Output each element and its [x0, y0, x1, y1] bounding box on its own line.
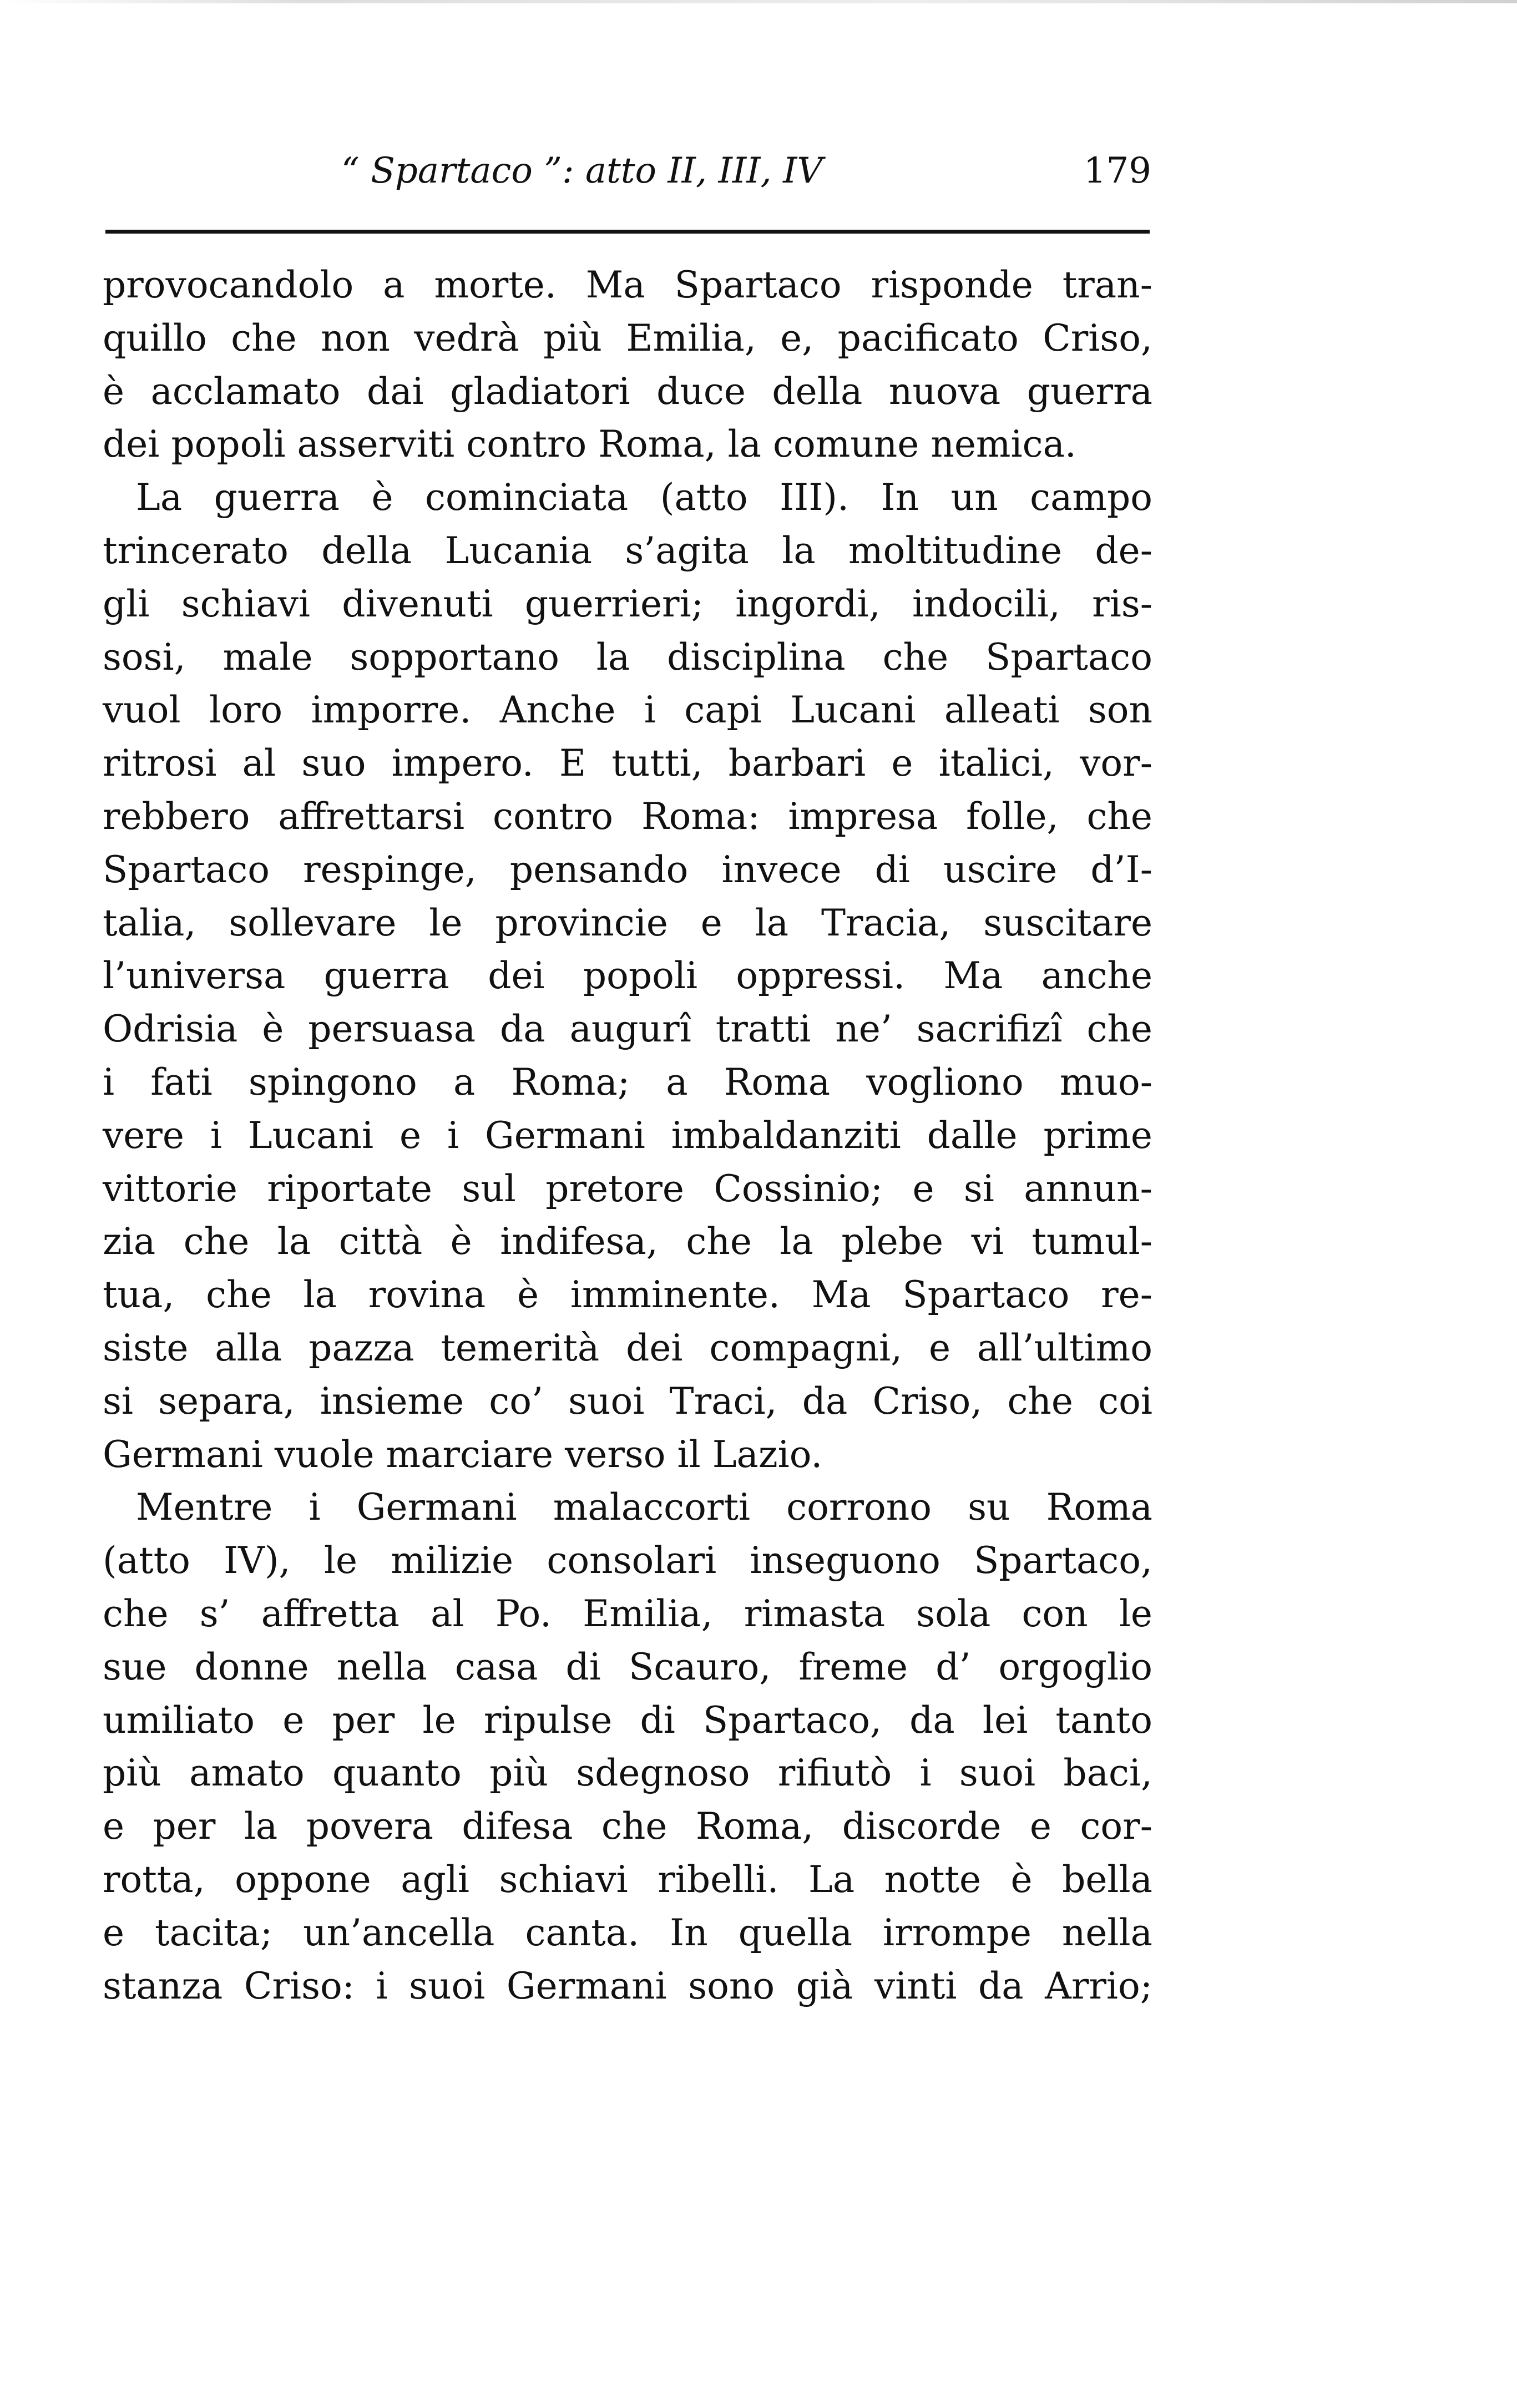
text-line: rotta, oppone agli schiavi ribelli. La notte è bella	[103, 1858, 1152, 1901]
text-line: l’universa guerra dei popoli oppressi. Ma anche	[103, 954, 1152, 998]
text-line: tua, che la rovina è imminente. Ma Spartaco re-	[103, 1273, 1152, 1317]
text-line: zia che la città è indifesa, che la plebe vi tumul-	[103, 1220, 1152, 1263]
text-line: che s’ affretta al Po. Emilia, rimasta sola con le	[103, 1592, 1152, 1635]
text-line: provocandolo a morte. Ma Spartaco risponde tran-	[103, 264, 1152, 306]
text-line: talia, sollevare le provincie e la Tracia, suscitare	[103, 901, 1152, 944]
text-line: umiliato e per le ripulse di Spartaco, da lei tanto	[103, 1698, 1152, 1742]
text-line: e per la povera difesa che Roma, discorde e cor-	[103, 1805, 1152, 1848]
text-line: Odrisia è persuasa da augurî tratti ne’ sacrifizî che	[103, 1008, 1152, 1051]
text-line: gli schiavi divenuti guerrieri; ingordi, indocili, ris-	[103, 582, 1152, 625]
text-line: (atto IV), le milizie consolari inseguono Spartaco,	[103, 1539, 1152, 1582]
text-line: Spartaco respinge, pensando invece di uscire d’I-	[103, 848, 1152, 891]
text-line: sue donne nella casa di Scauro, freme d’ orgoglio	[103, 1645, 1152, 1688]
running-head: “ Spartaco ”: atto II, III, IV	[341, 150, 823, 191]
text-line: ritrosi al suo impero. E tutti, barbari e italici, vor-	[103, 742, 1152, 785]
text-line: sosi, male sopportano la disciplina che Spartaco	[103, 635, 1152, 679]
text-line: La guerra è cominciata (atto III). In un campo	[136, 476, 1152, 519]
text-line: più amato quanto più sdegnoso rifiutò i suoi baci,	[103, 1752, 1152, 1795]
text-line: si separa, insieme co’ suoi Traci, da Criso, che coi	[103, 1379, 1152, 1423]
text-line: dei popoli asserviti contro Roma, la comune nemica.	[103, 423, 1076, 466]
text-line: Germani vuole marciare verso il Lazio.	[103, 1433, 823, 1476]
text-line: vuol loro imporre. Anche i capi Lucani alleati son	[103, 689, 1152, 732]
header-rule	[105, 230, 1150, 234]
text-line: Mentre i Germani malaccorti corrono su Roma	[136, 1486, 1152, 1529]
body-text	[103, 259, 1152, 2012]
page-number: 179	[1083, 150, 1151, 191]
text-line: rebbero affrettarsi contro Roma: impresa folle, che	[103, 795, 1152, 838]
text-line: e tacita; un’ancella canta. In quella irrompe nella	[103, 1911, 1152, 1954]
text-line: trincerato della Lucania s’agita la moltitudine de-	[103, 529, 1152, 572]
text-line: stanza Criso: i suoi Germani sono già vinti da Arrio;	[103, 1964, 1152, 2007]
text-line: vere i Lucani e i Germani imbaldanziti dalle prime	[103, 1114, 1152, 1157]
text-line: è acclamato dai gladiatori duce della nuova guerra	[103, 370, 1152, 413]
page-header	[108, 149, 1151, 193]
text-line: i fati spingono a Roma; a Roma vogliono muo-	[103, 1060, 1152, 1104]
text-line: quillo che non vedrà più Emilia, e, pacificato Criso,	[103, 316, 1152, 360]
text-line: siste alla pazza temerità dei compagni, e all’ultimo	[103, 1326, 1152, 1369]
text-line: vittorie riportate sul pretore Cossinio; e si annun-	[103, 1167, 1152, 1210]
scan-top-edge	[0, 0, 1517, 3]
